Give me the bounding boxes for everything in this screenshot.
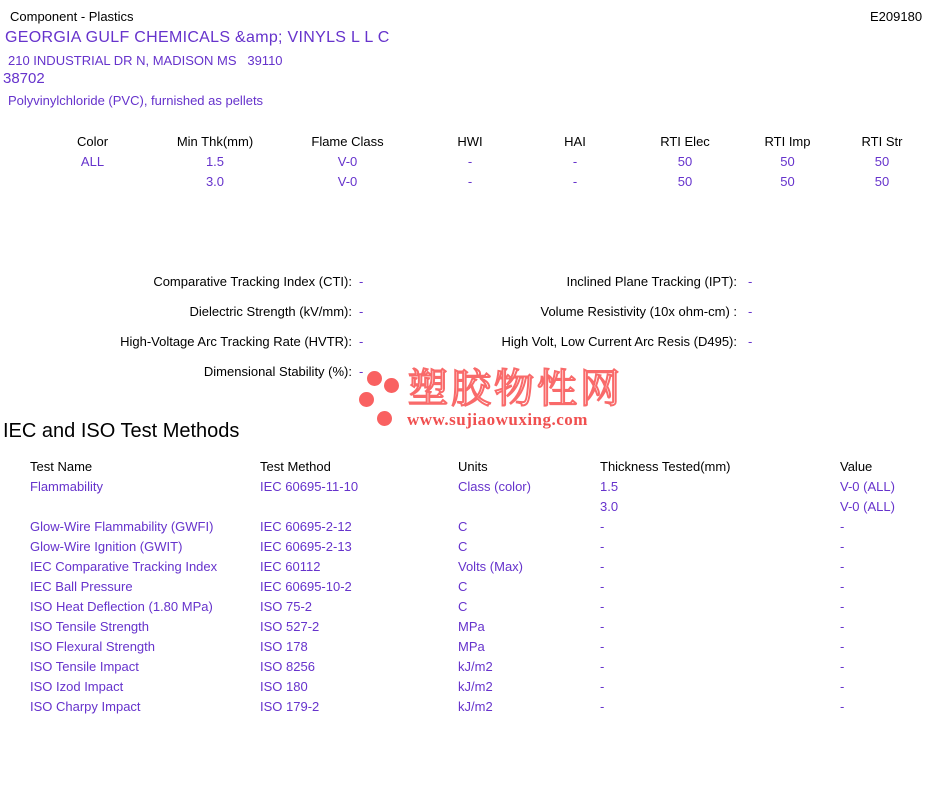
table-cell: - — [840, 678, 845, 694]
table-row — [30, 636, 950, 656]
logo-dot-icon — [384, 378, 399, 393]
table-cell: ISO Tensile Strength — [30, 618, 149, 634]
column-header: RTI Elec — [660, 133, 710, 149]
table-cell: C — [458, 578, 468, 594]
table-cell: - — [467, 173, 473, 189]
table-row — [30, 596, 950, 616]
section-heading: IEC and ISO Test Methods — [3, 420, 240, 442]
table-cell: 1.5 — [205, 153, 225, 169]
logo-dot-icon — [359, 392, 374, 407]
table-cell: 50 — [677, 173, 693, 189]
table-cell: 50 — [677, 153, 693, 169]
table-cell: - — [600, 558, 605, 574]
table-cell: - — [600, 578, 605, 594]
table-cell: IEC 60695-2-12 — [260, 518, 352, 534]
table-cell: ALL — [80, 153, 105, 169]
table-cell: - — [840, 638, 845, 654]
column-header: RTI Str — [861, 133, 903, 149]
column-header: RTI Imp — [764, 133, 811, 149]
property-value: - — [359, 363, 364, 379]
table-row — [30, 616, 950, 636]
logo-dot-icon — [367, 371, 382, 386]
table-cell: IEC 60695-11-10 — [260, 478, 359, 494]
property-value: - — [748, 273, 753, 289]
logo-dot-icon — [377, 411, 392, 426]
table-cell: ISO Heat Deflection (1.80 MPa) — [30, 598, 213, 614]
table-cell — [260, 496, 458, 516]
column-header: Test Name — [30, 458, 93, 474]
table-cell: ISO Izod Impact — [30, 678, 124, 694]
table-cell: V-0 — [337, 153, 358, 169]
electrical-row — [0, 326, 950, 356]
property-label: Inclined Plane Tracking (IPT): — [566, 273, 737, 289]
column-header: Units — [458, 458, 488, 474]
table-cell: IEC Comparative Tracking Index — [30, 558, 218, 574]
table-cell: MPa — [458, 618, 485, 634]
table-cell: - — [840, 538, 845, 554]
table-row — [30, 676, 950, 696]
table-cell — [458, 496, 600, 516]
product-description: Polyvinylchloride (PVC), furnished as pellets — [8, 93, 264, 108]
electrical-row — [0, 266, 950, 296]
table-cell: - — [840, 598, 845, 614]
watermark-site-name: 塑胶物性网 — [408, 367, 623, 411]
table-cell: - — [840, 658, 845, 674]
table-cell: V-0 (ALL) — [840, 478, 895, 494]
table-row — [30, 576, 950, 596]
table-cell: Glow-Wire Ignition (GWIT) — [30, 538, 183, 554]
table-row — [30, 171, 929, 191]
table-cell: - — [840, 698, 845, 714]
column-header: HWI — [457, 133, 483, 149]
column-header: Color — [76, 133, 109, 149]
table-cell: - — [600, 538, 605, 554]
table-cell: ISO Charpy Impact — [30, 698, 141, 714]
table-cell: - — [600, 658, 605, 674]
property-value: - — [359, 273, 364, 289]
table-cell: - — [840, 578, 845, 594]
watermark-logo — [355, 367, 623, 432]
property-value: - — [359, 333, 364, 349]
table-cell: kJ/m2 — [458, 658, 493, 674]
table-row — [30, 516, 950, 536]
table-cell: MPa — [458, 638, 485, 654]
table-cell: C — [458, 538, 468, 554]
table-cell: - — [600, 698, 605, 714]
table-cell: - — [600, 678, 605, 694]
table-cell: ISO 75-2 — [260, 598, 313, 614]
table-cell: 50 — [874, 153, 890, 169]
table-cell: ISO Tensile Impact — [30, 658, 139, 674]
table-row — [30, 496, 950, 516]
table-cell: - — [467, 153, 473, 169]
table-row — [30, 536, 950, 556]
table-cell: 50 — [780, 173, 795, 189]
page-category-label: Component - Plastics — [10, 9, 134, 24]
table-cell: C — [458, 598, 468, 614]
table-cell: V-0 (ALL) — [840, 498, 895, 514]
electrical-row — [0, 296, 950, 326]
table-cell: ISO Flexural Strength — [30, 638, 155, 654]
table-row — [30, 151, 929, 171]
table-cell: kJ/m2 — [458, 678, 493, 694]
table-cell: ISO 180 — [260, 678, 308, 694]
table-cell: 50 — [780, 153, 795, 169]
column-header: HAI — [564, 133, 586, 149]
file-number: E209180 — [870, 9, 923, 24]
property-label: Volume Resistivity (10x ohm-cm) : — [540, 303, 737, 319]
ratings-table — [30, 131, 929, 191]
property-value: - — [359, 303, 364, 319]
property-label: Comparative Tracking Index (CTI): — [153, 273, 352, 289]
company-zip: 38702 — [3, 70, 45, 87]
table-cell: ISO 527-2 — [260, 618, 320, 634]
company-address: 210 INDUSTRIAL DR N, MADISON MS 39110 — [8, 53, 283, 68]
test-methods-header-row — [30, 456, 950, 476]
table-cell: 3.0 — [205, 173, 225, 189]
table-row — [30, 696, 950, 716]
company-name: GEORGIA GULF CHEMICALS &amp; VINYLS L L C — [5, 29, 390, 46]
column-header: Value — [840, 458, 873, 474]
table-cell: Class (color) — [458, 478, 531, 494]
column-header: Flame Class — [311, 133, 384, 149]
table-cell: C — [458, 518, 468, 534]
table-cell: IEC Ball Pressure — [30, 578, 133, 594]
table-row — [30, 556, 950, 576]
table-cell — [30, 496, 260, 516]
watermark-site-url: www.sujiaowuxing.com — [407, 410, 588, 429]
property-label: Dimensional Stability (%): — [203, 363, 352, 379]
table-cell: 1.5 — [600, 478, 619, 494]
table-cell: Flammability — [30, 478, 103, 494]
test-methods-table — [30, 456, 950, 716]
column-header: Min Thk(mm) — [176, 133, 254, 149]
table-cell: - — [600, 598, 605, 614]
table-cell: 50 — [874, 173, 890, 189]
table-cell: - — [572, 153, 578, 169]
table-cell — [30, 171, 155, 191]
table-row — [30, 656, 950, 676]
column-header: Test Method — [260, 458, 331, 474]
column-header: Thickness Tested(mm) — [600, 458, 731, 474]
ratings-header-row — [30, 131, 929, 151]
property-label: High Volt, Low Current Arc Resis (D495): — [501, 333, 737, 349]
property-value: - — [748, 303, 753, 319]
property-label: High-Voltage Arc Tracking Rate (HVTR): — [120, 333, 352, 349]
table-cell: IEC 60695-2-13 — [260, 538, 352, 554]
table-cell: ISO 8256 — [260, 658, 315, 674]
table-cell: IEC 60112 — [260, 558, 321, 574]
table-cell: ISO 178 — [260, 638, 308, 654]
table-cell: - — [840, 518, 845, 534]
property-value: - — [748, 333, 753, 349]
table-cell: 3.0 — [600, 498, 619, 514]
test-methods-table-body — [30, 476, 950, 716]
table-cell: kJ/m2 — [458, 698, 493, 714]
table-cell: - — [600, 518, 605, 534]
ratings-table-body — [30, 151, 929, 191]
table-cell: Glow-Wire Flammability (GWFI) — [30, 518, 214, 534]
table-cell: - — [840, 558, 845, 574]
table-cell: ISO 179-2 — [260, 698, 320, 714]
table-cell: Volts (Max) — [458, 558, 524, 574]
table-cell: - — [600, 638, 605, 654]
table-cell: - — [572, 173, 578, 189]
table-cell: - — [840, 618, 845, 634]
table-cell: - — [600, 618, 605, 634]
property-label: Dielectric Strength (kV/mm): — [189, 303, 352, 319]
table-cell: V-0 — [337, 173, 358, 189]
table-cell: IEC 60695-10-2 — [260, 578, 352, 594]
table-row — [30, 476, 950, 496]
